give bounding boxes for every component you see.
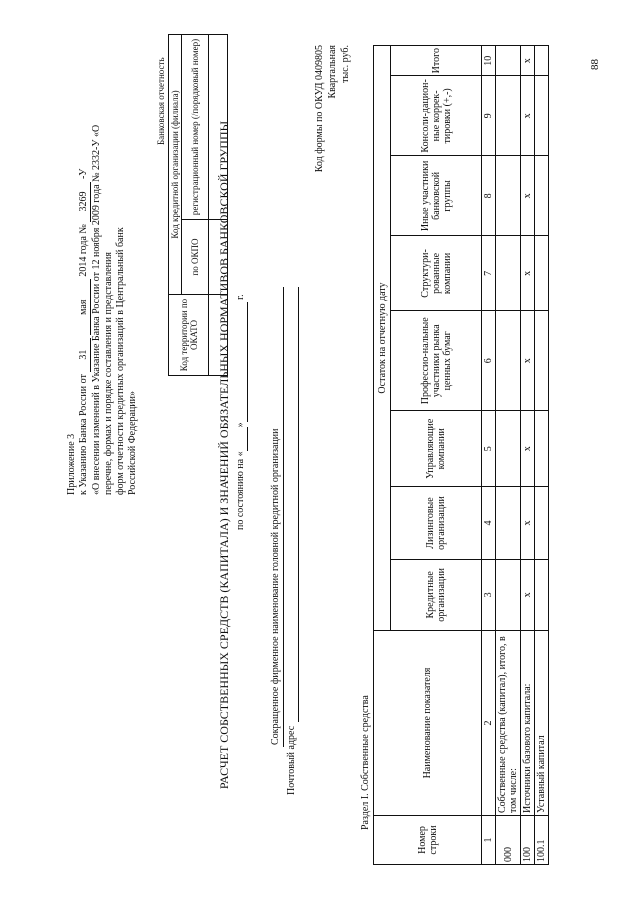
- row-cell: [496, 236, 521, 311]
- row-number: 100: [521, 816, 535, 865]
- col-number: 1: [482, 816, 496, 865]
- row-name: Источники базового капитала:: [521, 631, 535, 816]
- row-name: Собственные средства (капитал), итого, в том числе:: [496, 631, 521, 816]
- header-sub: Иные участники банковской группы: [391, 156, 482, 236]
- row-cell: [535, 156, 549, 236]
- capital-table: [373, 45, 549, 865]
- col-number: 7: [482, 236, 496, 311]
- row-cell: x: [521, 156, 535, 236]
- page-number: 88: [589, 59, 601, 70]
- appendix-line-3: перечне, формах и порядке составления и представления: [103, 252, 114, 495]
- col-number: 10: [482, 46, 496, 76]
- appendix-line-1: к Указанию Банка России от 31 мая 2014 года № 3269 -У: [78, 168, 89, 495]
- page-title: РАСЧЕТ СОБСТВЕННЫХ СРЕДСТВ (КАПИТАЛА) И ЗНАЧЕНИЙ ОБЯЗАТЕЛЬНЫХ НОРМАТИВОВ БАНКОВСКОЙ ГРУППЫ: [217, 120, 231, 790]
- row-cell: [496, 46, 521, 76]
- table-row: [535, 46, 549, 865]
- appendix-block: [66, 55, 139, 495]
- bank-reporting-label: Банковская отчетность: [156, 57, 166, 145]
- section-title: Раздел I. Собственные средства: [360, 695, 371, 830]
- col-number: 8: [482, 156, 496, 236]
- row-cell: [535, 487, 549, 559]
- row-cell: x: [521, 311, 535, 411]
- row-cell: x: [521, 76, 535, 156]
- table-row: [496, 46, 521, 865]
- col-number: 9: [482, 76, 496, 156]
- header-sub: Профессио-нальные участники рынка ценных бумаг: [391, 311, 482, 411]
- row-cell: x: [521, 487, 535, 559]
- row-cell: x: [521, 236, 535, 311]
- col-number: 3: [482, 559, 496, 630]
- row-cell: x: [521, 559, 535, 630]
- row-number: 100.1: [535, 816, 549, 865]
- appendix-title: Приложение 3: [66, 433, 77, 495]
- okpo-header: по ОКПО: [182, 220, 209, 295]
- row-cell: [535, 411, 549, 487]
- postal-address-field: [298, 287, 299, 722]
- territory-code-header: Код территории по ОКАТО: [169, 295, 209, 376]
- org-name-field: [283, 287, 284, 747]
- col-number: 2: [482, 631, 496, 816]
- row-name: Уставный капитал: [535, 631, 549, 816]
- row-cell: [496, 76, 521, 156]
- header-sub: Структури-рованные компании: [391, 236, 482, 311]
- row-cell: [535, 76, 549, 156]
- header-sub: Итого: [391, 46, 482, 76]
- row-cell: [496, 487, 521, 559]
- appendix-line-5: Российской Федерации»: [127, 390, 138, 495]
- table-row: [521, 46, 535, 865]
- header-row-number: Номер строки: [374, 816, 482, 865]
- column-number-row: [482, 46, 496, 865]
- row-cell: [496, 559, 521, 630]
- header-balance: Остаток на отчетную дату: [374, 46, 391, 631]
- postal-address-label: Почтовый адрес: [286, 725, 297, 795]
- row-cell: x: [521, 411, 535, 487]
- row-cell: [535, 236, 549, 311]
- org-code-header: Код кредитной организации (филиала): [169, 35, 182, 295]
- units: тыс. руб.: [340, 45, 351, 83]
- row-cell: [535, 559, 549, 630]
- row-number: 000: [496, 816, 521, 865]
- org-name-label: Сокращенное фирменное наименование головной кредитной организации: [270, 428, 281, 745]
- appendix-month: мая: [78, 279, 91, 335]
- periodicity: Квартальная: [327, 45, 338, 99]
- header-sub: Кредитные организации: [391, 559, 482, 630]
- form-code: Код формы по ОКУД 0409805: [314, 45, 325, 173]
- appendix-day: 31: [78, 338, 91, 372]
- col-number: 4: [482, 487, 496, 559]
- reg-number-header: регистрационный номер (/порядковый номер): [182, 35, 209, 220]
- row-cell: [496, 156, 521, 236]
- appendix-number: 3269: [78, 182, 91, 222]
- col-number: 5: [482, 411, 496, 487]
- header-sub: Управляющие компании: [391, 411, 482, 487]
- header-sub: Лизинговые организации: [391, 487, 482, 559]
- row-cell: [496, 411, 521, 487]
- appendix-line-4: форм отчетности кредитных организаций в Центральный банк: [115, 227, 126, 495]
- col-number: 6: [482, 311, 496, 411]
- header-sub: Консоли-дацион-ные коррек-тировки (+,-): [391, 76, 482, 156]
- row-cell: [535, 311, 549, 411]
- row-cell: x: [521, 46, 535, 76]
- appendix-line-2: «О внесении изменений в Указание Банка России от 12 ноября 2009 года № 2332-У «О: [91, 124, 102, 495]
- row-cell: [535, 46, 549, 76]
- as-of-date-line: по состоянию на « » г.: [235, 294, 246, 530]
- row-cell: [496, 311, 521, 411]
- header-indicator: Наименование показателя: [374, 631, 482, 816]
